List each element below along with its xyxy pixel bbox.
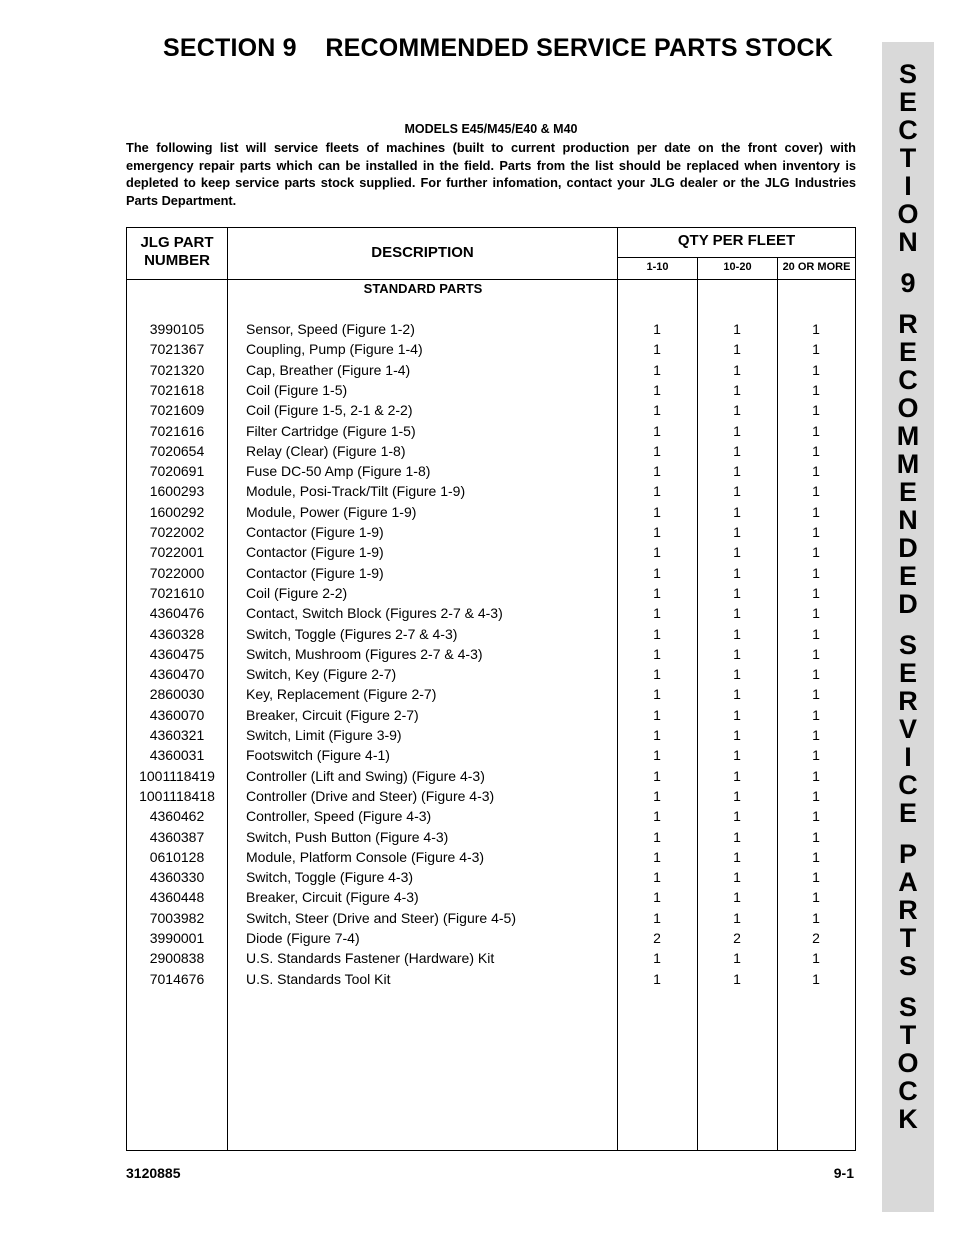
page-title: SECTION 9 RECOMMENDED SERVICE PARTS STOCK [163, 34, 834, 62]
col-header-qty-per-fleet: QTY PER FLEET [677, 232, 796, 249]
qty-20-or-more-cell: 1 [812, 950, 820, 967]
qty-10-20-cell: 1 [733, 787, 741, 804]
qty-10-20-cell: 1 [733, 808, 741, 825]
description-cell: Controller (Drive and Steer) (Figure 4-3) [246, 787, 495, 804]
qty-1-10-cell: 1 [653, 787, 661, 804]
description-cell: Coil (Figure 1-5) [246, 381, 348, 398]
qty-1-10-cell: 1 [653, 381, 661, 398]
page-number: 9-1 [833, 1165, 854, 1181]
qty-20-or-more-cell: 1 [812, 625, 820, 642]
table-row [127, 869, 855, 889]
qty-1-10-cell: 1 [653, 321, 661, 337]
description-cell: Coupling, Pump (Figure 1-4) [246, 341, 423, 358]
qty-10-20-cell: 1 [733, 889, 741, 906]
part-number-cell: 3990105 [149, 321, 205, 337]
description-cell: Module, Platform Console (Figure 4-3) [246, 848, 485, 865]
qty-20-or-more-cell: 1 [812, 666, 820, 683]
qty-20-or-more-cell: 1 [812, 747, 820, 764]
qty-20-or-more-cell: 1 [812, 503, 820, 520]
qty-1-10-cell: 1 [653, 402, 661, 419]
description-cell: Switch, Mushroom (Figures 2-7 & 4-3) [246, 645, 483, 662]
table-row [127, 829, 855, 849]
table-row [127, 544, 855, 564]
table-row [127, 504, 855, 524]
part-number-cell: 4360448 [149, 889, 205, 906]
description-cell: Switch, Push Button (Figure 4-3) [246, 828, 449, 845]
qty-20-or-more-cell: 1 [812, 828, 820, 845]
part-number-cell: 7022002 [149, 524, 205, 540]
table-row [127, 889, 855, 909]
qty-1-10-cell: 1 [653, 503, 661, 520]
models-heading: MODELS E45/M45/E40 & M40 [404, 122, 578, 136]
part-number-cell: 4360387 [149, 828, 205, 845]
qty-10-20-cell: 1 [733, 950, 741, 967]
part-number-cell: 7021609 [149, 402, 205, 419]
description-cell: Contactor (Figure 1-9) [246, 564, 384, 581]
intro-paragraph: The following list will service fleets of machines (built to current production per date on the front cover) with emergency repair parts which can be installed in the field. Parts from the list should be replaced when inventory is depleted to keep service parts stock supplied. For further infomation, contact your JLG dealer or the JLG Industries Parts Department. [126, 140, 856, 208]
description-cell: Coil (Figure 2-2) [246, 584, 348, 601]
description-cell: Key, Replacement (Figure 2-7) [246, 686, 437, 703]
description-cell: U.S. Standards Fastener (Hardware) Kit [246, 950, 495, 967]
col-header-qty-10-20: 10-20 [723, 261, 752, 273]
description-cell: Diode (Figure 7-4) [246, 930, 360, 946]
qty-20-or-more-cell: 1 [812, 544, 820, 561]
part-number-cell: 4360476 [149, 605, 205, 622]
description-cell: Contactor (Figure 1-9) [246, 544, 384, 561]
qty-1-10-cell: 1 [653, 747, 661, 764]
qty-20-or-more-cell: 1 [812, 605, 820, 622]
part-number-cell: 7020691 [149, 463, 205, 480]
qty-10-20-cell: 1 [733, 341, 741, 358]
part-number-cell: 4360031 [149, 747, 205, 764]
qty-10-20-cell: 1 [733, 503, 741, 520]
part-number-cell: 0610128 [149, 848, 205, 865]
part-number-cell: 1001118418 [139, 787, 215, 804]
description-cell: Contactor (Figure 1-9) [246, 524, 384, 540]
qty-1-10-cell: 1 [653, 808, 661, 825]
qty-20-or-more-cell: 1 [812, 787, 820, 804]
description-cell: Contact, Switch Block (Figures 2-7 & 4-3) [246, 605, 503, 622]
qty-20-or-more-cell: 1 [812, 463, 820, 480]
qty-1-10-cell: 1 [653, 848, 661, 865]
qty-10-20-cell: 1 [733, 483, 741, 500]
qty-1-10-cell: 1 [653, 869, 661, 886]
qty-1-10-cell: 1 [653, 666, 661, 683]
qty-20-or-more-cell: 2 [812, 930, 820, 946]
table-row [127, 402, 855, 422]
part-number-cell: 4360470 [149, 666, 205, 683]
description-cell: Filter Cartridge (Figure 1-5) [246, 422, 416, 439]
part-number-cell: 7021320 [149, 361, 205, 378]
qty-10-20-cell: 1 [733, 321, 741, 337]
table-row [127, 747, 855, 767]
qty-1-10-cell: 1 [653, 483, 661, 500]
document-number: 3120885 [126, 1165, 181, 1181]
table-row [127, 808, 855, 828]
part-number-cell: 1001118419 [139, 767, 215, 784]
part-number-cell: 3990001 [149, 930, 205, 946]
qty-20-or-more-cell: 1 [812, 686, 820, 703]
qty-20-or-more-cell: 1 [812, 402, 820, 419]
qty-1-10-cell: 1 [653, 706, 661, 723]
group-label-standard-parts: STANDARD PARTS [363, 281, 483, 296]
col-header-part-number [127, 234, 227, 270]
part-number-cell: 7022001 [149, 544, 205, 561]
qty-20-or-more-cell: 1 [812, 381, 820, 398]
qty-20-or-more-cell: 1 [812, 483, 820, 500]
qty-10-20-cell: 1 [733, 625, 741, 642]
table-row [127, 524, 855, 544]
table-row [127, 321, 855, 341]
part-number-cell: 4360475 [149, 645, 205, 662]
qty-10-20-cell: 1 [733, 605, 741, 622]
col-header-qty-1-10: 1-10 [646, 261, 669, 273]
part-number-cell: 7020654 [149, 442, 205, 459]
description-cell: Breaker, Circuit (Figure 4-3) [246, 889, 419, 906]
table-row [127, 463, 855, 483]
part-number-cell: 2900838 [149, 950, 205, 967]
description-cell: U.S. Standards Tool Kit [246, 970, 391, 987]
qty-20-or-more-cell: 1 [812, 727, 820, 743]
qty-10-20-cell: 1 [733, 463, 741, 480]
col-header-description: DESCRIPTION [371, 244, 474, 261]
qty-10-20-cell: 1 [733, 402, 741, 419]
qty-1-10-cell: 1 [653, 544, 661, 561]
qty-1-10-cell: 1 [653, 889, 661, 906]
qty-1-10-cell: 1 [653, 686, 661, 703]
table-row [127, 971, 855, 991]
qty-1-10-cell: 1 [653, 950, 661, 967]
qty-1-10-cell: 1 [653, 645, 661, 662]
qty-10-20-cell: 1 [733, 747, 741, 764]
qty-1-10-cell: 1 [653, 767, 661, 784]
qty-20-or-more-cell: 1 [812, 848, 820, 865]
qty-20-or-more-cell: 1 [812, 564, 820, 581]
description-cell: Footswitch (Figure 4-1) [246, 747, 390, 764]
description-cell: Switch, Limit (Figure 3-9) [246, 727, 402, 743]
qty-1-10-cell: 1 [653, 524, 661, 540]
description-cell: Cap, Breather (Figure 1-4) [246, 361, 411, 378]
qty-10-20-cell: 1 [733, 828, 741, 845]
qty-1-10-cell: 1 [653, 909, 661, 926]
col-header-qty-20-or-more: 20 OR MORE [782, 261, 851, 273]
qty-10-20-cell: 1 [733, 422, 741, 439]
qty-20-or-more-cell: 1 [812, 706, 820, 723]
description-cell: Fuse DC-50 Amp (Figure 1-8) [246, 463, 431, 480]
table-row [127, 565, 855, 585]
qty-10-20-cell: 1 [733, 584, 741, 601]
qty-20-or-more-cell: 1 [812, 869, 820, 886]
description-cell: Module, Posi-Track/Tilt (Figure 1-9) [246, 483, 466, 500]
table-row [127, 950, 855, 970]
qty-10-20-cell: 1 [733, 848, 741, 865]
qty-10-20-cell: 1 [733, 869, 741, 886]
description-cell: Switch, Toggle (Figures 2-7 & 4-3) [246, 625, 458, 642]
parts-table [126, 227, 856, 1151]
part-number-cell: 4360321 [149, 727, 205, 743]
table-row [127, 849, 855, 869]
qty-10-20-cell: 2 [733, 930, 741, 946]
part-number-cell: 7014676 [149, 970, 205, 987]
table-row [127, 341, 855, 361]
qty-1-10-cell: 1 [653, 970, 661, 987]
qty-1-10-cell: 1 [653, 361, 661, 378]
table-row [127, 585, 855, 605]
qty-20-or-more-cell: 1 [812, 645, 820, 662]
description-cell: Sensor, Speed (Figure 1-2) [246, 321, 415, 337]
qty-10-20-cell: 1 [733, 544, 741, 561]
qty-10-20-cell: 1 [733, 706, 741, 723]
part-number-cell: 1600292 [149, 503, 205, 520]
qty-20-or-more-cell: 1 [812, 341, 820, 358]
part-number-cell: 7021610 [149, 584, 205, 601]
qty-20-or-more-cell: 1 [812, 361, 820, 378]
qty-1-10-cell: 1 [653, 625, 661, 642]
qty-20-or-more-cell: 1 [812, 524, 820, 540]
table-row [127, 788, 855, 808]
part-number-cell: 4360462 [149, 808, 205, 825]
description-cell: Switch, Steer (Drive and Steer) (Figure 4-5) [246, 909, 516, 926]
table-row [127, 707, 855, 727]
table-row [127, 362, 855, 382]
description-cell: Breaker, Circuit (Figure 2-7) [246, 706, 419, 723]
table-row [127, 930, 855, 950]
description-cell: Switch, Key (Figure 2-7) [246, 666, 397, 683]
description-cell: Relay (Clear) (Figure 1-8) [246, 442, 406, 459]
section-side-tab [882, 42, 934, 1212]
part-number-cell: 4360070 [149, 706, 205, 723]
qty-20-or-more-cell: 1 [812, 422, 820, 439]
table-row [127, 382, 855, 402]
part-number-cell: 4360330 [149, 869, 205, 886]
qty-10-20-cell: 1 [733, 909, 741, 926]
description-cell: Module, Power (Figure 1-9) [246, 503, 417, 520]
qty-20-or-more-cell: 1 [812, 970, 820, 987]
qty-20-or-more-cell: 1 [812, 442, 820, 459]
description-cell: Controller, Speed (Figure 4-3) [246, 808, 432, 825]
qty-20-or-more-cell: 1 [812, 321, 820, 337]
qty-20-or-more-cell: 1 [812, 767, 820, 784]
qty-10-20-cell: 1 [733, 442, 741, 459]
qty-10-20-cell: 1 [733, 666, 741, 683]
part-number-cell: 1600293 [149, 483, 205, 500]
qty-1-10-cell: 1 [653, 828, 661, 845]
part-number-cell: 4360328 [149, 625, 205, 642]
qty-1-10-cell: 1 [653, 584, 661, 601]
table-row [127, 910, 855, 930]
table-row [127, 666, 855, 686]
qty-20-or-more-cell: 1 [812, 889, 820, 906]
part-number-cell: 7021618 [149, 381, 205, 398]
table-row [127, 727, 855, 747]
qty-10-20-cell: 1 [733, 361, 741, 378]
table-row [127, 443, 855, 463]
qty-1-10-cell: 1 [653, 463, 661, 480]
qty-1-10-cell: 1 [653, 341, 661, 358]
table-row [127, 768, 855, 788]
qty-10-20-cell: 1 [733, 381, 741, 398]
qty-1-10-cell: 1 [653, 422, 661, 439]
part-number-cell: 2860030 [149, 686, 205, 703]
qty-1-10-cell: 1 [653, 727, 661, 743]
qty-20-or-more-cell: 1 [812, 808, 820, 825]
qty-10-20-cell: 1 [733, 767, 741, 784]
col-header-part-line2: NUMBER [144, 252, 210, 269]
description-cell: Controller (Lift and Swing) (Figure 4-3) [246, 767, 485, 784]
qty-10-20-cell: 1 [733, 727, 741, 743]
qty-10-20-cell: 1 [733, 524, 741, 540]
qty-10-20-cell: 1 [733, 564, 741, 581]
table-row [127, 626, 855, 646]
qty-10-20-cell: 1 [733, 970, 741, 987]
side-tab-text: S E C T I O N 9 R E C O M M E N D E D S E R V I C E P A R T S S T O C K [896, 59, 920, 1134]
part-number-cell: 7021616 [149, 422, 205, 439]
qty-10-20-cell: 1 [733, 686, 741, 703]
qty-20-or-more-cell: 1 [812, 584, 820, 601]
description-cell: Coil (Figure 1-5, 2-1 & 2-2) [246, 402, 413, 419]
description-cell: Switch, Toggle (Figure 4-3) [246, 869, 414, 886]
table-row [127, 423, 855, 443]
qty-10-20-cell: 1 [733, 645, 741, 662]
part-number-cell: 7022000 [149, 564, 205, 581]
table-row [127, 605, 855, 625]
table-row [127, 646, 855, 666]
part-number-cell: 7003982 [149, 909, 205, 926]
table-row [127, 686, 855, 706]
col-header-part-line1: JLG PART [140, 234, 214, 251]
part-number-cell: 7021367 [149, 341, 205, 358]
qty-1-10-cell: 1 [653, 605, 661, 622]
qty-1-10-cell: 1 [653, 442, 661, 459]
table-row [127, 483, 855, 503]
qty-1-10-cell: 2 [653, 930, 661, 946]
qty-20-or-more-cell: 1 [812, 909, 820, 926]
qty-1-10-cell: 1 [653, 564, 661, 581]
